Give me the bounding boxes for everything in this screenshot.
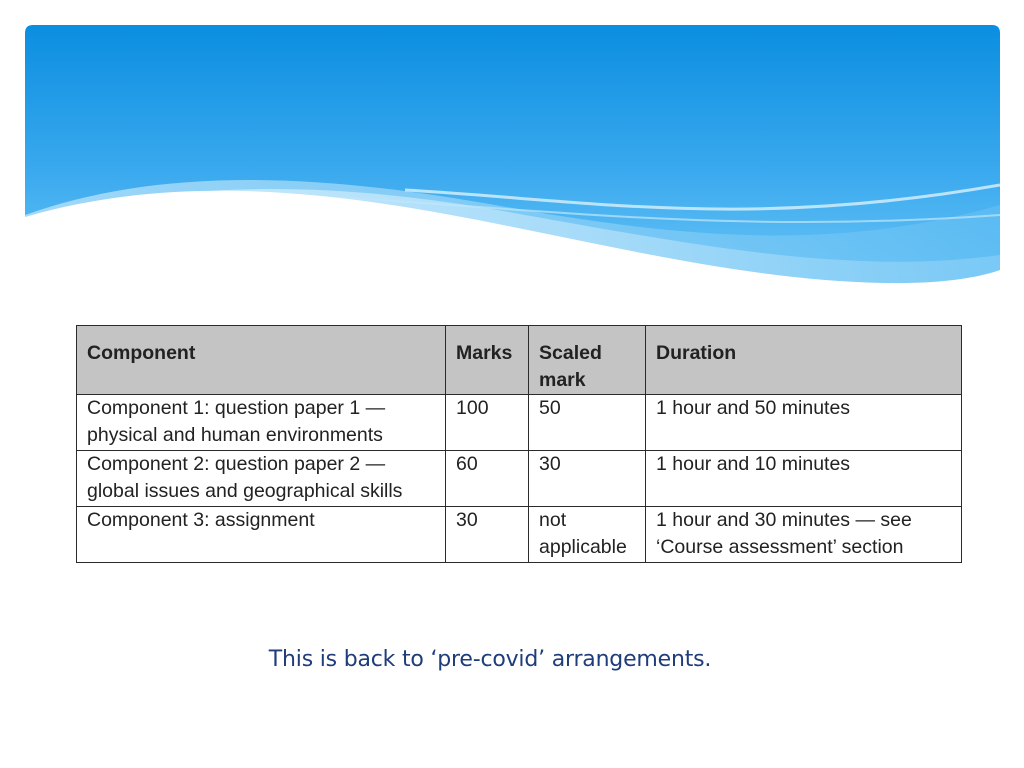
component-line2: physical and human environments [87,424,383,446]
cell-duration [646,451,962,507]
cell-marks [446,451,529,507]
header-component-label: Component [87,342,196,364]
slide-caption: This is back to ‘pre-covid’ arrangements. [268,647,712,672]
header-scaled-line2: mark [539,369,586,391]
assessment-table [76,325,962,563]
cell-scaled-mark [529,451,646,507]
component-line1: Component 2: question paper 2 — [87,453,386,475]
header-marks [446,326,529,395]
header-scaled-mark [529,326,646,395]
cell-component [77,395,446,451]
component-line1: Component 3: assignment [87,509,315,531]
scaled-line1: 30 [539,453,561,475]
component-line1: Component 1: question paper 1 — [87,397,386,419]
cell-scaled-mark [529,507,646,563]
header-duration [646,326,962,395]
table-header-row [77,326,962,395]
table-row [77,395,962,451]
header-wave-banner [25,25,1000,290]
duration-line1: 1 hour and 50 minutes [656,397,851,419]
assessment-table-container [76,325,961,563]
marks-value: 30 [456,509,478,531]
duration-line1: 1 hour and 30 minutes — see [656,509,912,531]
component-line2: global issues and geographical skills [87,480,403,502]
table-row [77,507,962,563]
duration-line1: 1 hour and 10 minutes [656,453,851,475]
cell-scaled-mark [529,395,646,451]
header-component [77,326,446,395]
marks-value: 60 [456,453,478,475]
cell-component [77,451,446,507]
scaled-line1: 50 [539,397,561,419]
cell-component [77,507,446,563]
header-scaled-line1: Scaled [539,342,602,364]
scaled-line2: applicable [539,536,627,558]
scaled-line1: not [539,509,567,531]
cell-marks [446,507,529,563]
cell-duration [646,507,962,563]
header-duration-label: Duration [656,342,737,364]
table-row [77,451,962,507]
marks-value: 100 [456,397,489,419]
cell-duration [646,395,962,451]
cell-marks [446,395,529,451]
header-marks-label: Marks [456,342,513,364]
duration-line2: ‘Course assessment’ section [656,536,904,558]
